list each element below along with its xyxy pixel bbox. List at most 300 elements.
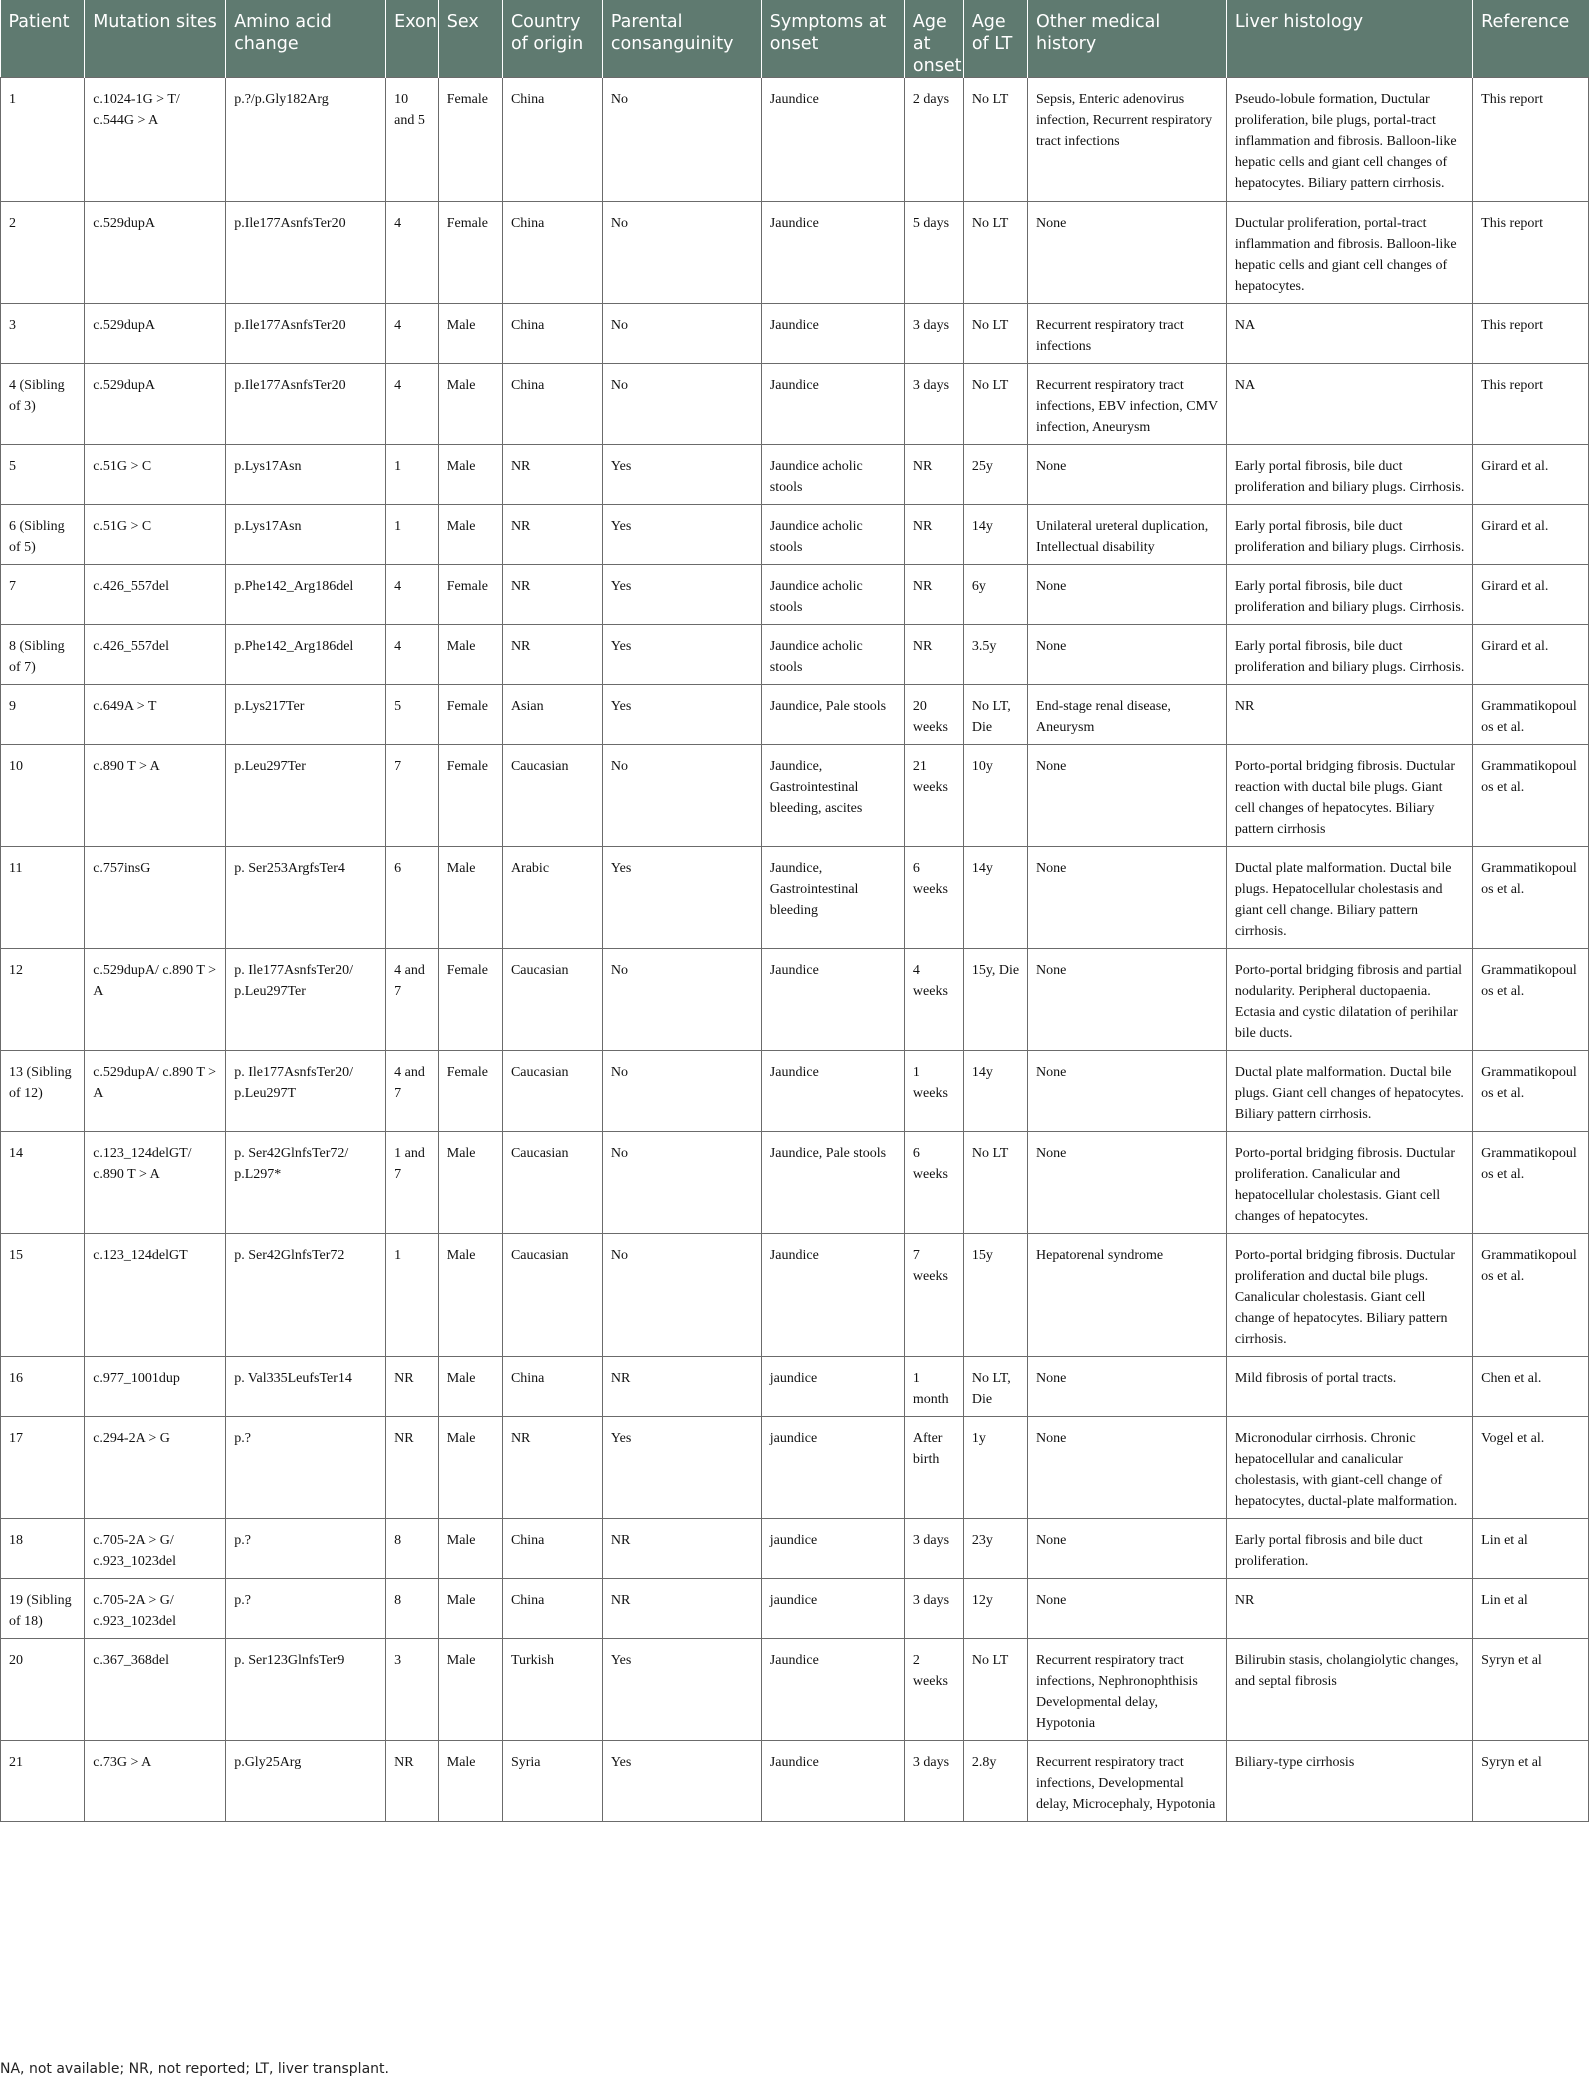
cell-amino-acid-change: p.? xyxy=(226,1417,386,1519)
cell-amino-acid-change: p.Ile177AsnfsTer20 xyxy=(226,202,386,304)
cell-sex: Female xyxy=(438,685,502,745)
cell-sex: Male xyxy=(438,505,502,565)
cell-liver-histology: Early portal fibrosis, bile duct proliferation and biliary plugs. Cirrhosis. xyxy=(1226,625,1472,685)
cell-age-at-onset: 20 weeks xyxy=(904,685,963,745)
cell-age-of-lt: 14y xyxy=(963,1051,1027,1132)
cell-other-medical-history: None xyxy=(1028,847,1227,949)
cell-other-medical-history: Recurrent respiratory tract infections, Nephronophthisis Developmental delay, Hypotonia xyxy=(1028,1639,1227,1741)
cell-country-of-origin: NR xyxy=(502,445,602,505)
cell-country-of-origin: China xyxy=(502,1579,602,1639)
cell-amino-acid-change: p. Ser42GlnfsTer72/ p.L297* xyxy=(226,1132,386,1234)
cell-exon: 4 xyxy=(386,304,439,364)
table-row xyxy=(1,1639,1589,1741)
cell-parental-consanguinity: No xyxy=(602,202,761,304)
cell-reference: Girard et al. xyxy=(1473,565,1589,625)
cell-reference: Lin et al xyxy=(1473,1579,1589,1639)
cell-reference: Girard et al. xyxy=(1473,445,1589,505)
cell-other-medical-history: Recurrent respiratory tract infections, Developmental delay, Microcephaly, Hypotonia xyxy=(1028,1741,1227,1822)
cell-sex: Male xyxy=(438,1357,502,1417)
table-row xyxy=(1,1417,1589,1519)
cell-country-of-origin: Caucasian xyxy=(502,1234,602,1357)
cell-patient: 13 (Sibling of 12) xyxy=(1,1051,85,1132)
table-row xyxy=(1,1741,1589,1822)
column-header-other-medical-history: Other medical history xyxy=(1028,0,1227,78)
cell-liver-histology: Biliary-type cirrhosis xyxy=(1226,1741,1472,1822)
table-footnote: NA, not available; NR, not reported; LT, liver transplant. xyxy=(0,2061,389,2077)
cell-country-of-origin: China xyxy=(502,1357,602,1417)
cell-amino-acid-change: p.? xyxy=(226,1519,386,1579)
cell-other-medical-history: Sepsis, Enteric adenovirus infection, Recurrent respiratory tract infections xyxy=(1028,78,1227,202)
cell-age-of-lt: No LT xyxy=(963,78,1027,202)
cell-parental-consanguinity: Yes xyxy=(602,1639,761,1741)
cell-age-at-onset: 2 days xyxy=(904,78,963,202)
cell-exon: 4 xyxy=(386,364,439,445)
cell-age-at-onset: 3 days xyxy=(904,304,963,364)
cell-liver-histology: Early portal fibrosis, bile duct proliferation and biliary plugs. Cirrhosis. xyxy=(1226,445,1472,505)
table-row xyxy=(1,505,1589,565)
cell-age-at-onset: 1 weeks xyxy=(904,1051,963,1132)
cell-age-at-onset: 6 weeks xyxy=(904,847,963,949)
cell-country-of-origin: Asian xyxy=(502,685,602,745)
column-header-age-of-lt: Age of LT xyxy=(963,0,1027,78)
cell-country-of-origin: NR xyxy=(502,625,602,685)
cell-amino-acid-change: p.Ile177AsnfsTer20 xyxy=(226,364,386,445)
cell-reference: Vogel et al. xyxy=(1473,1417,1589,1519)
cell-parental-consanguinity: Yes xyxy=(602,1741,761,1822)
cell-reference: Chen et al. xyxy=(1473,1357,1589,1417)
cell-mutation-sites: c.757insG xyxy=(85,847,226,949)
cell-age-of-lt: No LT xyxy=(963,1132,1027,1234)
cell-amino-acid-change: p.?/p.Gly182Arg xyxy=(226,78,386,202)
cell-symptoms-at-onset: Jaundice xyxy=(761,202,904,304)
cell-country-of-origin: Caucasian xyxy=(502,949,602,1051)
cell-other-medical-history: None xyxy=(1028,949,1227,1051)
cell-patient: 12 xyxy=(1,949,85,1051)
cell-other-medical-history: None xyxy=(1028,202,1227,304)
cell-age-of-lt: No LT xyxy=(963,1639,1027,1741)
cell-mutation-sites: c.529dupA/ c.890 T > A xyxy=(85,1051,226,1132)
cell-patient: 19 (Sibling of 18) xyxy=(1,1579,85,1639)
cell-mutation-sites: c.426_557del xyxy=(85,565,226,625)
cell-sex: Female xyxy=(438,745,502,847)
cell-patient: 17 xyxy=(1,1417,85,1519)
cell-patient: 5 xyxy=(1,445,85,505)
column-header-sex: Sex xyxy=(438,0,502,78)
cell-age-at-onset: 3 days xyxy=(904,1741,963,1822)
cell-country-of-origin: NR xyxy=(502,505,602,565)
cell-patient: 14 xyxy=(1,1132,85,1234)
column-header-reference: Reference xyxy=(1473,0,1589,78)
cell-amino-acid-change: p.? xyxy=(226,1579,386,1639)
column-header-symptoms-at-onset: Symptoms at onset xyxy=(761,0,904,78)
cell-reference: Lin et al xyxy=(1473,1519,1589,1579)
cell-amino-acid-change: p.Ile177AsnfsTer20 xyxy=(226,304,386,364)
cell-patient: 8 (Sibling of 7) xyxy=(1,625,85,685)
cell-mutation-sites: c.294-2A > G xyxy=(85,1417,226,1519)
cell-mutation-sites: c.529dupA xyxy=(85,304,226,364)
cell-sex: Female xyxy=(438,202,502,304)
cell-other-medical-history: None xyxy=(1028,565,1227,625)
cell-mutation-sites: c.529dupA/ c.890 T > A xyxy=(85,949,226,1051)
cell-parental-consanguinity: Yes xyxy=(602,625,761,685)
cell-amino-acid-change: p.Gly25Arg xyxy=(226,1741,386,1822)
cell-age-of-lt: 6y xyxy=(963,565,1027,625)
column-header-country-of-origin: Country of origin xyxy=(502,0,602,78)
cell-age-of-lt: 1y xyxy=(963,1417,1027,1519)
cell-parental-consanguinity: Yes xyxy=(602,565,761,625)
cell-age-of-lt: 25y xyxy=(963,445,1027,505)
cell-age-at-onset: 3 days xyxy=(904,1579,963,1639)
cell-reference: Syryn et al xyxy=(1473,1639,1589,1741)
cell-country-of-origin: Syria xyxy=(502,1741,602,1822)
cell-country-of-origin: Caucasian xyxy=(502,1051,602,1132)
cell-other-medical-history: Hepatorenal syndrome xyxy=(1028,1234,1227,1357)
cell-liver-histology: Ductal plate malformation. Ductal bile plugs. Giant cell changes of hepatocytes. Biliary pattern cirrhosis. xyxy=(1226,1051,1472,1132)
cell-symptoms-at-onset: Jaundice xyxy=(761,304,904,364)
cell-age-of-lt: No LT, Die xyxy=(963,1357,1027,1417)
cell-patient: 10 xyxy=(1,745,85,847)
cell-exon: 4 and 7 xyxy=(386,1051,439,1132)
cell-other-medical-history: Unilateral ureteral duplication, Intellectual disability xyxy=(1028,505,1227,565)
cell-sex: Female xyxy=(438,78,502,202)
cell-exon: 1 xyxy=(386,1234,439,1357)
cell-symptoms-at-onset: Jaundice xyxy=(761,1234,904,1357)
cell-liver-histology: Porto-portal bridging fibrosis. Ductular proliferation. Canalicular and hepatocellular cholestasis. Giant cell changes of hepatocytes. xyxy=(1226,1132,1472,1234)
cell-country-of-origin: NR xyxy=(502,1417,602,1519)
cell-country-of-origin: China xyxy=(502,304,602,364)
cell-parental-consanguinity: NR xyxy=(602,1579,761,1639)
cell-sex: Female xyxy=(438,565,502,625)
cell-patient: 7 xyxy=(1,565,85,625)
cell-reference: Girard et al. xyxy=(1473,625,1589,685)
cell-exon: 1 xyxy=(386,505,439,565)
cell-symptoms-at-onset: jaundice xyxy=(761,1357,904,1417)
cell-country-of-origin: China xyxy=(502,78,602,202)
cell-parental-consanguinity: Yes xyxy=(602,847,761,949)
cell-reference: Girard et al. xyxy=(1473,505,1589,565)
cell-liver-histology: Ductular proliferation, portal-tract inflammation and fibrosis. Balloon-like hepatic cells and giant cell changes of hepatocytes. xyxy=(1226,202,1472,304)
cell-patient: 4 (Sibling of 3) xyxy=(1,364,85,445)
cell-liver-histology: Bilirubin stasis, cholangiolytic changes, and septal fibrosis xyxy=(1226,1639,1472,1741)
cell-symptoms-at-onset: Jaundice, Gastrointestinal bleeding, ascites xyxy=(761,745,904,847)
cell-age-of-lt: 2.8y xyxy=(963,1741,1027,1822)
table-row xyxy=(1,1579,1589,1639)
cell-patient: 1 xyxy=(1,78,85,202)
cell-exon: NR xyxy=(386,1357,439,1417)
cell-age-of-lt: No LT, Die xyxy=(963,685,1027,745)
cell-age-of-lt: 10y xyxy=(963,745,1027,847)
cell-parental-consanguinity: Yes xyxy=(602,505,761,565)
cell-patient: 16 xyxy=(1,1357,85,1417)
cell-symptoms-at-onset: Jaundice, Pale stools xyxy=(761,1132,904,1234)
cell-other-medical-history: End-stage renal disease, Aneurysm xyxy=(1028,685,1227,745)
cell-patient: 20 xyxy=(1,1639,85,1741)
table-row xyxy=(1,202,1589,304)
cell-reference: This report xyxy=(1473,202,1589,304)
cell-amino-acid-change: p.Lys17Asn xyxy=(226,505,386,565)
cell-other-medical-history: None xyxy=(1028,1519,1227,1579)
table-row xyxy=(1,78,1589,202)
table-row xyxy=(1,625,1589,685)
table-row xyxy=(1,445,1589,505)
cell-exon: 6 xyxy=(386,847,439,949)
cell-mutation-sites: c.705-2A > G/ c.923_1023del xyxy=(85,1519,226,1579)
cell-sex: Female xyxy=(438,1051,502,1132)
cell-age-at-onset: NR xyxy=(904,505,963,565)
cell-liver-histology: Early portal fibrosis and bile duct proliferation. xyxy=(1226,1519,1472,1579)
cell-amino-acid-change: p.Phe142_Arg186del xyxy=(226,625,386,685)
cell-symptoms-at-onset: jaundice xyxy=(761,1579,904,1639)
cell-symptoms-at-onset: Jaundice, Pale stools xyxy=(761,685,904,745)
cell-parental-consanguinity: No xyxy=(602,949,761,1051)
cell-sex: Male xyxy=(438,1132,502,1234)
cell-sex: Male xyxy=(438,1519,502,1579)
cell-country-of-origin: Caucasian xyxy=(502,1132,602,1234)
table-row xyxy=(1,1132,1589,1234)
cell-amino-acid-change: p. Ile177AsnfsTer20/ p.Leu297T xyxy=(226,1051,386,1132)
cell-amino-acid-change: p.Lys17Asn xyxy=(226,445,386,505)
cell-patient: 11 xyxy=(1,847,85,949)
cell-country-of-origin: Caucasian xyxy=(502,745,602,847)
table-row xyxy=(1,949,1589,1051)
cell-age-of-lt: No LT xyxy=(963,304,1027,364)
cell-sex: Male xyxy=(438,1741,502,1822)
cell-patient: 6 (Sibling of 5) xyxy=(1,505,85,565)
cell-exon: 1 and 7 xyxy=(386,1132,439,1234)
cell-exon: 5 xyxy=(386,685,439,745)
column-header-patient: Patient xyxy=(1,0,85,78)
cell-reference: Grammatikopoulos et al. xyxy=(1473,949,1589,1051)
cell-age-of-lt: No LT xyxy=(963,364,1027,445)
cell-mutation-sites: c.51G > C xyxy=(85,445,226,505)
cell-liver-histology: Porto-portal bridging fibrosis. Ductular proliferation and ductal bile plugs. Canalicular cholestasis. Giant cell change of hepatocytes. Biliary pattern cirrhosis. xyxy=(1226,1234,1472,1357)
cell-reference: Grammatikopoulos et al. xyxy=(1473,1234,1589,1357)
cell-patient: 15 xyxy=(1,1234,85,1357)
cell-parental-consanguinity: No xyxy=(602,1051,761,1132)
cell-mutation-sites: c.51G > C xyxy=(85,505,226,565)
cell-symptoms-at-onset: jaundice xyxy=(761,1519,904,1579)
cell-patient: 21 xyxy=(1,1741,85,1822)
table-row xyxy=(1,745,1589,847)
cell-exon: 1 xyxy=(386,445,439,505)
cell-sex: Male xyxy=(438,364,502,445)
column-header-parental-consanguinity: Parental consanguinity xyxy=(602,0,761,78)
cell-sex: Male xyxy=(438,445,502,505)
cell-amino-acid-change: p. Ser123GlnfsTer9 xyxy=(226,1639,386,1741)
cell-symptoms-at-onset: Jaundice acholic stools xyxy=(761,505,904,565)
cell-reference: Grammatikopoulos et al. xyxy=(1473,847,1589,949)
cell-exon: 10 and 5 xyxy=(386,78,439,202)
cell-patient: 18 xyxy=(1,1519,85,1579)
cell-country-of-origin: China xyxy=(502,1519,602,1579)
column-header-mutation-sites: Mutation sites xyxy=(85,0,226,78)
cell-sex: Male xyxy=(438,304,502,364)
cell-mutation-sites: c.123_124delGT/ c.890 T > A xyxy=(85,1132,226,1234)
cell-reference: This report xyxy=(1473,364,1589,445)
cell-patient: 3 xyxy=(1,304,85,364)
cell-mutation-sites: c.123_124delGT xyxy=(85,1234,226,1357)
cell-age-of-lt: 12y xyxy=(963,1579,1027,1639)
table-row xyxy=(1,1519,1589,1579)
cell-exon: 4 and 7 xyxy=(386,949,439,1051)
cell-other-medical-history: None xyxy=(1028,1132,1227,1234)
cell-other-medical-history: None xyxy=(1028,1417,1227,1519)
cell-symptoms-at-onset: Jaundice acholic stools xyxy=(761,625,904,685)
cell-parental-consanguinity: No xyxy=(602,364,761,445)
column-header-liver-histology: Liver histology xyxy=(1226,0,1472,78)
cell-reference: Grammatikopoulos et al. xyxy=(1473,745,1589,847)
cell-parental-consanguinity: NR xyxy=(602,1357,761,1417)
table-row xyxy=(1,685,1589,745)
cell-amino-acid-change: p. Ser42GlnfsTer72 xyxy=(226,1234,386,1357)
cell-symptoms-at-onset: jaundice xyxy=(761,1417,904,1519)
cell-amino-acid-change: p. Val335LeufsTer14 xyxy=(226,1357,386,1417)
cell-liver-histology: NA xyxy=(1226,304,1472,364)
cell-mutation-sites: c.367_368del xyxy=(85,1639,226,1741)
cell-age-at-onset: 2 weeks xyxy=(904,1639,963,1741)
cell-other-medical-history: Recurrent respiratory tract infections xyxy=(1028,304,1227,364)
cell-liver-histology: Early portal fibrosis, bile duct proliferation and biliary plugs. Cirrhosis. xyxy=(1226,505,1472,565)
cell-reference: Grammatikopoulos et al. xyxy=(1473,685,1589,745)
table-body xyxy=(1,78,1589,1822)
cell-symptoms-at-onset: Jaundice xyxy=(761,1639,904,1741)
cell-exon: 4 xyxy=(386,565,439,625)
cell-exon: 3 xyxy=(386,1639,439,1741)
cell-liver-histology: NR xyxy=(1226,1579,1472,1639)
cell-country-of-origin: Arabic xyxy=(502,847,602,949)
cell-age-at-onset: 7 weeks xyxy=(904,1234,963,1357)
cell-exon: 4 xyxy=(386,202,439,304)
cell-reference: This report xyxy=(1473,78,1589,202)
cell-age-of-lt: 15y, Die xyxy=(963,949,1027,1051)
cell-amino-acid-change: p.Phe142_Arg186del xyxy=(226,565,386,625)
cell-age-at-onset: 21 weeks xyxy=(904,745,963,847)
table-row xyxy=(1,565,1589,625)
cell-amino-acid-change: p.Leu297Ter xyxy=(226,745,386,847)
cell-symptoms-at-onset: Jaundice xyxy=(761,1051,904,1132)
cell-other-medical-history: None xyxy=(1028,1051,1227,1132)
cell-sex: Male xyxy=(438,1639,502,1741)
cell-liver-histology: Porto-portal bridging fibrosis and partial nodularity. Peripheral ductopaenia. Ectasia and cystic dilatation of perihilar bile ducts. xyxy=(1226,949,1472,1051)
cell-liver-histology: Early portal fibrosis, bile duct proliferation and biliary plugs. Cirrhosis. xyxy=(1226,565,1472,625)
cell-parental-consanguinity: Yes xyxy=(602,1417,761,1519)
cell-parental-consanguinity: Yes xyxy=(602,685,761,745)
cell-other-medical-history: None xyxy=(1028,625,1227,685)
cell-amino-acid-change: p.Lys217Ter xyxy=(226,685,386,745)
cell-reference: Grammatikopoulos et al. xyxy=(1473,1132,1589,1234)
cell-exon: NR xyxy=(386,1741,439,1822)
cell-amino-acid-change: p. Ile177AsnfsTer20/ p.Leu297Ter xyxy=(226,949,386,1051)
cell-other-medical-history: Recurrent respiratory tract infections, EBV infection, CMV infection, Aneurysm xyxy=(1028,364,1227,445)
cell-exon: NR xyxy=(386,1417,439,1519)
table-row xyxy=(1,364,1589,445)
cell-reference: This report xyxy=(1473,304,1589,364)
cell-other-medical-history: None xyxy=(1028,1357,1227,1417)
header-row xyxy=(1,0,1589,78)
cell-country-of-origin: China xyxy=(502,202,602,304)
cell-symptoms-at-onset: Jaundice acholic stools xyxy=(761,565,904,625)
table-row xyxy=(1,304,1589,364)
cell-liver-histology: Mild fibrosis of portal tracts. xyxy=(1226,1357,1472,1417)
cell-age-of-lt: 23y xyxy=(963,1519,1027,1579)
cell-mutation-sites: c.426_557del xyxy=(85,625,226,685)
table-row xyxy=(1,1234,1589,1357)
cell-age-of-lt: 14y xyxy=(963,505,1027,565)
cell-country-of-origin: NR xyxy=(502,565,602,625)
cell-parental-consanguinity: No xyxy=(602,78,761,202)
cell-mutation-sites: c.529dupA xyxy=(85,364,226,445)
cell-sex: Male xyxy=(438,1417,502,1519)
cell-parental-consanguinity: No xyxy=(602,1234,761,1357)
cell-country-of-origin: Turkish xyxy=(502,1639,602,1741)
cell-mutation-sites: c.529dupA xyxy=(85,202,226,304)
cell-symptoms-at-onset: Jaundice acholic stools xyxy=(761,445,904,505)
cell-liver-histology: Pseudo-lobule formation, Ductular proliferation, bile plugs, portal-tract inflammation and fibrosis. Balloon-like hepatic cells and giant cell changes of hepatocytes. Biliary pattern cirrhosis. xyxy=(1226,78,1472,202)
cell-age-at-onset: 6 weeks xyxy=(904,1132,963,1234)
cell-age-at-onset: 3 days xyxy=(904,1519,963,1579)
cell-age-at-onset: After birth xyxy=(904,1417,963,1519)
cell-age-at-onset: 4 weeks xyxy=(904,949,963,1051)
column-header-exon: Exon xyxy=(386,0,439,78)
cell-parental-consanguinity: Yes xyxy=(602,445,761,505)
cell-exon: 4 xyxy=(386,625,439,685)
cell-age-of-lt: 14y xyxy=(963,847,1027,949)
cell-symptoms-at-onset: Jaundice xyxy=(761,364,904,445)
cell-symptoms-at-onset: Jaundice xyxy=(761,1741,904,1822)
cell-age-at-onset: 1 month xyxy=(904,1357,963,1417)
cell-sex: Male xyxy=(438,625,502,685)
column-header-amino-acid-change: Amino acid change xyxy=(226,0,386,78)
cell-parental-consanguinity: NR xyxy=(602,1519,761,1579)
cell-liver-histology: Ductal plate malformation. Ductal bile plugs. Hepatocellular cholestasis and giant cell change. Biliary pattern cirrhosis. xyxy=(1226,847,1472,949)
cell-symptoms-at-onset: Jaundice, Gastrointestinal bleeding xyxy=(761,847,904,949)
cell-other-medical-history: None xyxy=(1028,1579,1227,1639)
cell-exon: 8 xyxy=(386,1579,439,1639)
cell-parental-consanguinity: No xyxy=(602,304,761,364)
cell-mutation-sites: c.649A > T xyxy=(85,685,226,745)
cell-age-at-onset: NR xyxy=(904,445,963,505)
cell-mutation-sites: c.977_1001dup xyxy=(85,1357,226,1417)
table-row xyxy=(1,847,1589,949)
cell-liver-histology: Porto-portal bridging fibrosis. Ductular reaction with ductal bile plugs. Giant cell changes of hepatocytes. Biliary pattern cirrhosis xyxy=(1226,745,1472,847)
table-row xyxy=(1,1051,1589,1132)
cell-amino-acid-change: p. Ser253ArgfsTer4 xyxy=(226,847,386,949)
cell-liver-histology: Micronodular cirrhosis. Chronic hepatocellular and canalicular cholestasis, with giant-cell change of hepatocytes, ductal-plate malformation. xyxy=(1226,1417,1472,1519)
cell-parental-consanguinity: No xyxy=(602,1132,761,1234)
cell-sex: Male xyxy=(438,1234,502,1357)
cell-other-medical-history: None xyxy=(1028,745,1227,847)
cell-patient: 2 xyxy=(1,202,85,304)
cell-other-medical-history: None xyxy=(1028,445,1227,505)
cell-age-of-lt: 3.5y xyxy=(963,625,1027,685)
column-header-age-at-onset: Age at onset xyxy=(904,0,963,78)
cell-symptoms-at-onset: Jaundice xyxy=(761,78,904,202)
cell-age-at-onset: NR xyxy=(904,565,963,625)
cell-sex: Female xyxy=(438,949,502,1051)
cell-country-of-origin: China xyxy=(502,364,602,445)
cell-exon: 7 xyxy=(386,745,439,847)
cell-mutation-sites: c.705-2A > G/ c.923_1023del xyxy=(85,1579,226,1639)
cell-liver-histology: NR xyxy=(1226,685,1472,745)
cell-age-at-onset: NR xyxy=(904,625,963,685)
table-row xyxy=(1,1357,1589,1417)
cell-mutation-sites: c.890 T > A xyxy=(85,745,226,847)
cell-patient: 9 xyxy=(1,685,85,745)
cell-age-of-lt: No LT xyxy=(963,202,1027,304)
cell-reference: Grammatikopoulos et al. xyxy=(1473,1051,1589,1132)
cell-mutation-sites: c.1024-1G > T/ c.544G > A xyxy=(85,78,226,202)
cell-sex: Male xyxy=(438,847,502,949)
